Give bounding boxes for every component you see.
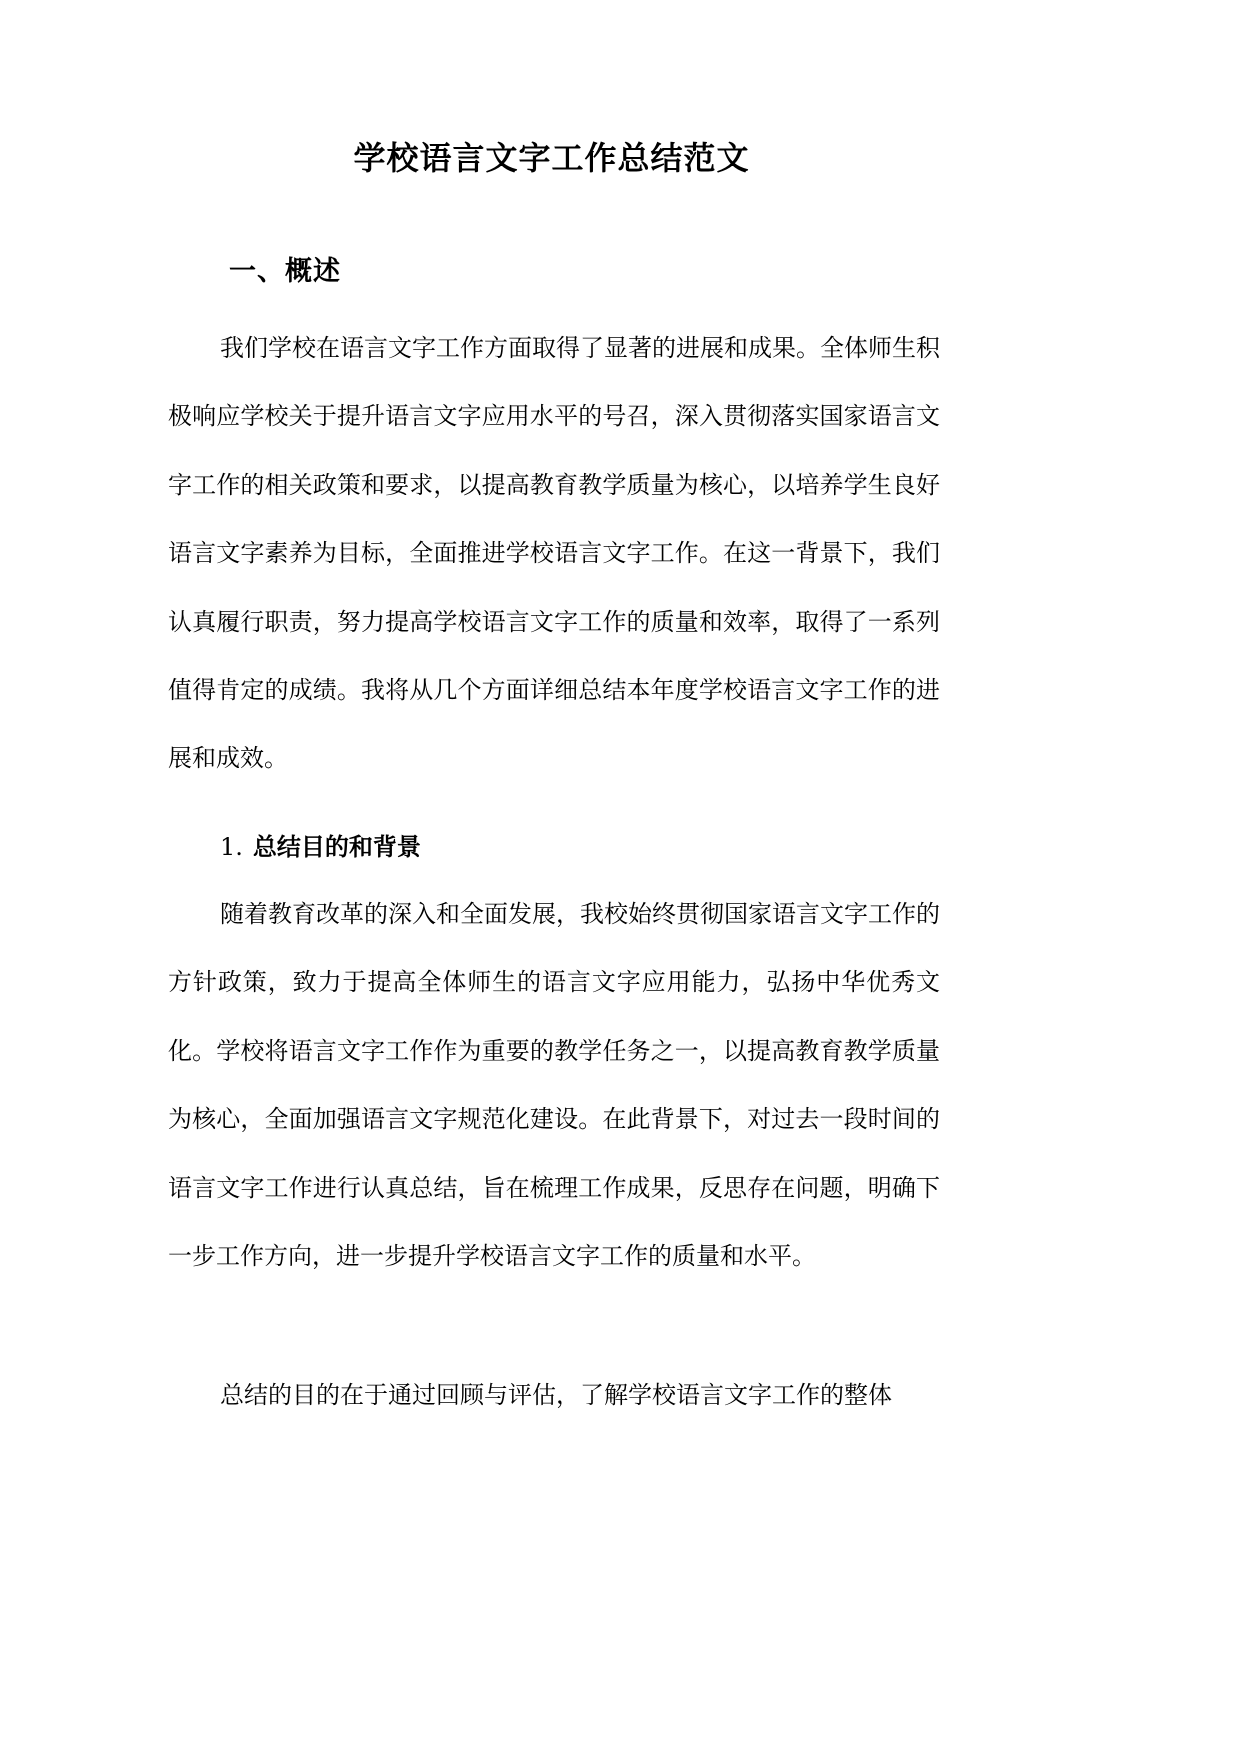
purpose-paragraph: 总结的目的在于通过回顾与评估，了解学校语言文字工作的整体 [220, 1381, 892, 1409]
section-heading-overview: 一、概述 [229, 256, 341, 287]
subsection-heading [220, 829, 421, 865]
subsection-title: 总结目的和背景 [252, 832, 421, 861]
subsection-number: 1. [220, 833, 243, 861]
overview-paragraph: 我们学校在语言文字工作方面取得了显著的进展和成果。全体师生积极响应学校关于提升语言文字应用水平的号召，深入贯彻落实国家语言文字工作的相关政策和要求，以提高教育教学质量为核心，以培养学生良好语言文字素养为目标，全面推进学校语言文字工作。在这一背景下，我们认真履行职责，努力提高学校语言文字工作的质量和效率，取得了一系列值得肯定的成绩。我将从几个方面详细总结本年度学校语言文字工作的进展和成效。 [168, 334, 940, 773]
background-paragraph: 随着教育改革的深入和全面发展，我校始终贯彻国家语言文字工作的方针政策，致力于提高全体师生的语言文字应用能力，弘扬中华优秀文化。学校将语言文字工作作为重要的教学任务之一，以提高教育教学质量为核心，全面加强语言文字规范化建设。在此背景下，对过去一段时间的语言文字工作进行认真总结，旨在梳理工作成果，反思存在问题，明确下一步工作方向，进一步提升学校语言文字工作的质量和水平。 [168, 900, 940, 1271]
document-title: 学校语言文字工作总结范文 [353, 139, 750, 177]
